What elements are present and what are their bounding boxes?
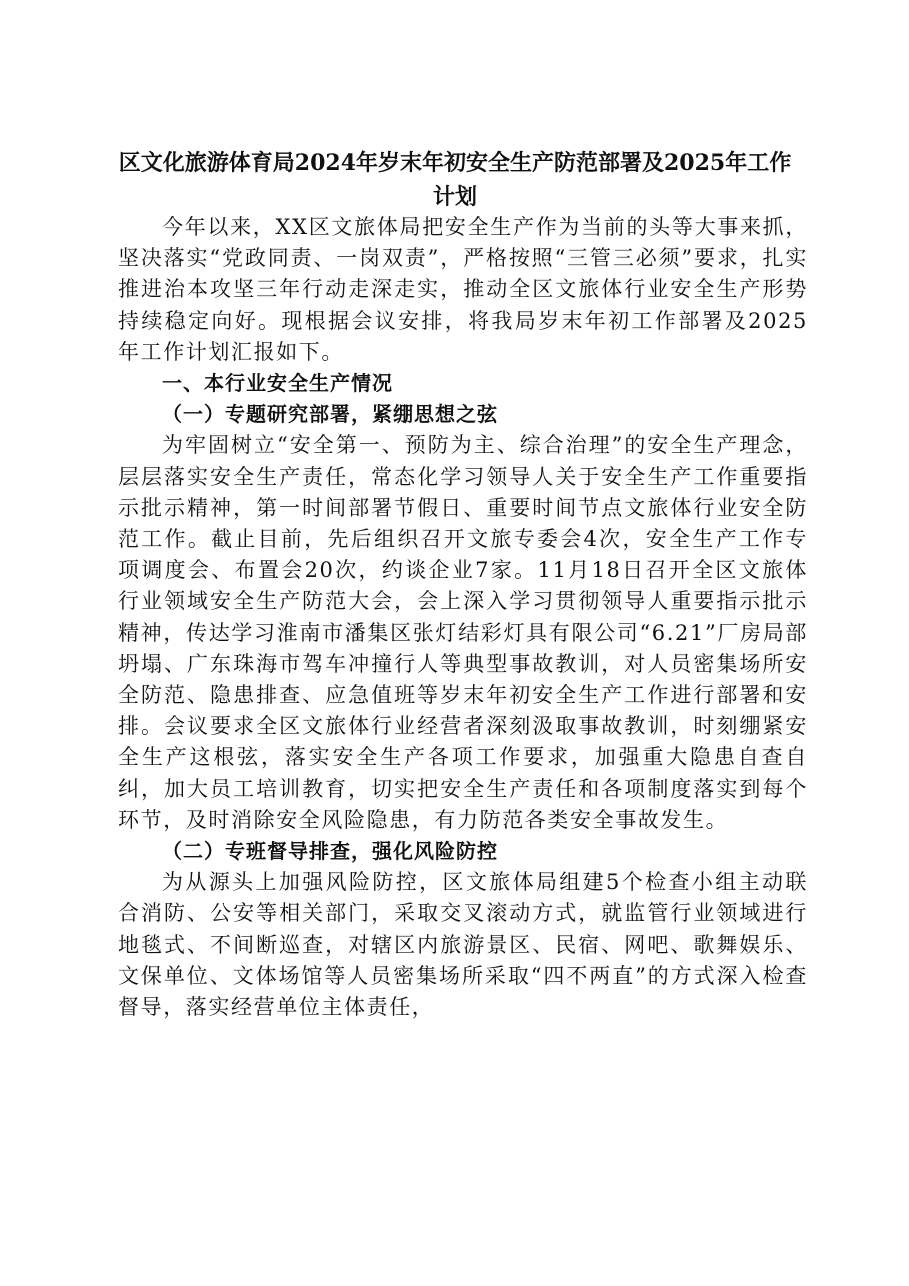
intro-paragraph: 今年以来，XX区文旅体局把安全生产作为当前的头等大事来抓，坚决落实“党政同责、一岗双责”，严格按照“三管三必须”要求，扎实推进治本攻坚三年行动走深走实，推动全区文旅体行业安全生产形势持续稳定向好。现根据会议安排，将我局岁末年初工作部署及2025年工作计划汇报如下。 <box>118 215 808 364</box>
body-paragraph: 为从源头上加强风险防控，区文旅体局组建5个检查小组主动联合消防、公安等相关部门，采取交叉滚动方式，就监管行业领域进行地毯式、不间断巡查，对辖区内旅游景区、民宿、网吧、歌舞娱乐、文保单位、文体场馆等人员密集场所采取“四不两直”的方式深入检查督导，落实经营单位主体责任， <box>118 870 808 1020</box>
section-heading: 一、本行业安全生产情况 <box>162 371 393 396</box>
document-title: 区文化旅游体育局2024年岁末年初安全生产防范部署及2025年工作计划 <box>118 150 792 210</box>
subsection-heading: （一）专题研究部署，紧绷思想之弦 <box>162 402 498 427</box>
document-body <box>118 212 808 1023</box>
subsection-heading: （二）专班督导排查，强化风险防控 <box>162 839 498 864</box>
body-paragraph: 为牢固树立“安全第一、预防为主、综合治理”的安全生产理念，层层落实安全生产责任，常态化学习领导人关于安全生产工作重要指示批示精神，第一时间部署节假日、重要时间节点文旅体行业安全防范工作。截止目前，先后组织召开文旅专委会4次，安全生产工作专项调度会、布置会20次，约谈企业7家。11月18日召开全区文旅体行业领域安全生产防范大会，会上深入学习贯彻领导人重要指示批示精神，传达学习淮南市潘集区张灯结彩灯具有限公司“6.21”厂房局部坍塌、广东珠海市驾车冲撞行人等典型事故教训，对人员密集场所安全防范、隐患排查、应急值班等岁末年初安全生产工作进行部署和安排。会议要求全区文旅体行业经营者深刻汲取事故教训，时刻绷紧安全生产这根弦，落实安全生产各项工作要求，加强重大隐患自查自纠，加大员工培训教育，切实把安全生产责任和各项制度落实到每个环节，及时消除安全风险隐患，有力防范各类安全事故发生。 <box>118 433 808 832</box>
